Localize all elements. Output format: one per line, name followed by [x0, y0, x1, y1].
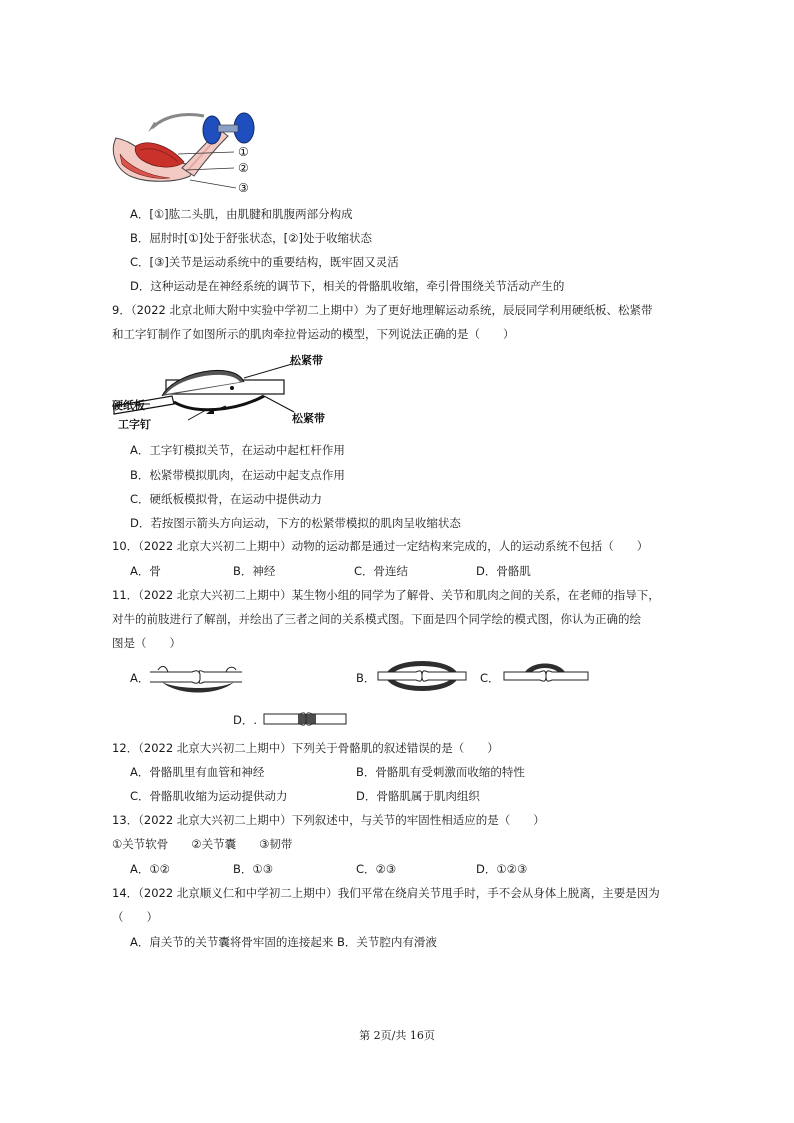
fig9-board-label: 硬纸板: [112, 399, 145, 412]
fig9-nail-label: 工字钉: [118, 418, 151, 431]
joint-diagram-c: [500, 658, 590, 694]
q8-option-d: D．这种运动是在神经系统的调节下，相关的骨骼肌收缩，牵引骨围绕关节活动产生的: [130, 279, 565, 293]
q13-option-b: B．①③: [233, 862, 274, 876]
q11-stem-line2: 对牛的前肢进行了解剖，并绘出了三者之间的关系模式图。下面是四个同学绘的模式图，你认为正确的绘: [112, 612, 641, 626]
arm-muscle-figure: [108, 110, 268, 200]
q8-option-c: C．[③]关节是运动系统中的重要结构，既牢固又灵活: [130, 255, 399, 269]
fig9-top-label: 松紧带: [290, 354, 323, 367]
muscle-model-figure: [114, 352, 344, 432]
page-footer: 第 2页/共 16页: [359, 1029, 435, 1042]
q13-items: ①关节软骨 ②关节囊 ③韧带: [112, 837, 293, 851]
joint-diagram-b: [376, 656, 468, 696]
q13-option-a: A．①②: [130, 862, 170, 876]
q8-option-a: A．[①]肱二头肌，由肌腱和肌腹两部分构成: [130, 207, 353, 221]
q12-option-b: B．骨骼肌有受刺激而收缩的特性: [356, 765, 525, 779]
q11-option-c: C．: [480, 671, 500, 685]
q11-stem-line1: 11．（2022 北京大兴初二上期中）某生物小组的同学为了解骨、关节和肌肉之间的关系，在老师的指导下，: [112, 588, 660, 602]
q12-stem: 12．（2022 北京大兴初二上期中）下列关于骨骼肌的叙述错误的是（ ）: [112, 741, 499, 755]
q9-stem-line1: 9．（2022 北京北师大附中实验中学初二上期中）为了更好地理解运动系统，辰辰同学利用硬纸板、松紧带: [112, 303, 653, 317]
fig9-bottom-label: 松紧带: [292, 412, 325, 425]
fig8-label-2: ②: [238, 161, 249, 175]
q10-option-c: C．骨连结: [354, 564, 409, 578]
q13-option-c: C．②③: [356, 862, 397, 876]
q13-option-d: D．①②③: [476, 862, 528, 876]
q11-option-a: A．: [130, 671, 150, 685]
q12-option-d: D．骨骼肌属于肌肉组织: [356, 789, 480, 803]
q14-stem-line1: 14．（2022 北京顺义仁和中学初二上期中）我们平常在绕肩关节甩手时，手不会从身体上脱离，主要是因为: [112, 886, 660, 900]
joint-diagram-a: [148, 662, 244, 692]
q12-option-a: A．骨骼肌里有血管和神经: [130, 765, 265, 779]
q12-option-c: C．骨骼肌收缩为运动提供动力: [130, 789, 288, 803]
q11-option-b: B．: [356, 671, 376, 685]
q14-stem-line2: （ ）: [112, 910, 158, 924]
q9-option-b: B．松紧带模拟肌肉，在运动中起支点作用: [130, 468, 345, 482]
q13-stem: 13．（2022 北京大兴初二上期中）下列叙述中，与关节的牢固性相适应的是（ ）: [112, 813, 545, 827]
q10-option-d: D．骨骼肌: [476, 564, 531, 578]
q11-option-d: D．.: [233, 713, 258, 727]
q9-option-c: C．硬纸板模拟骨，在运动中提供动力: [130, 492, 323, 506]
q10-option-a: A．骨: [130, 564, 161, 578]
q9-option-a: A．工字钉模拟关节，在运动中起杠杆作用: [130, 443, 345, 457]
q11-stem-line3: 图是（ ）: [112, 636, 181, 650]
q10-option-b: B．神经: [233, 564, 276, 578]
q8-option-b: B．屈肘时[①]处于舒张状态，[②]处于收缩状态: [130, 231, 372, 245]
joint-diagram-d: [262, 706, 348, 732]
q14-options-line: A．肩关节的关节囊将骨牢固的连接起来 B．关节腔内有滑液: [130, 935, 437, 949]
q9-stem-line2: 和工字钉制作了如图所示的肌肉牵拉骨运动的模型，下列说法正确的是（ ）: [112, 327, 515, 341]
fig8-label-1: ①: [238, 145, 249, 159]
q10-stem: 10．（2022 北京大兴初二上期中）动物的运动都是通过一定结构来完成的，人的运动系统不包括（ ）: [112, 539, 649, 553]
q9-option-d: D．若按图示箭头方向运动，下方的松紧带模拟的肌肉呈收缩状态: [130, 516, 461, 530]
fig8-label-3: ③: [238, 181, 249, 195]
